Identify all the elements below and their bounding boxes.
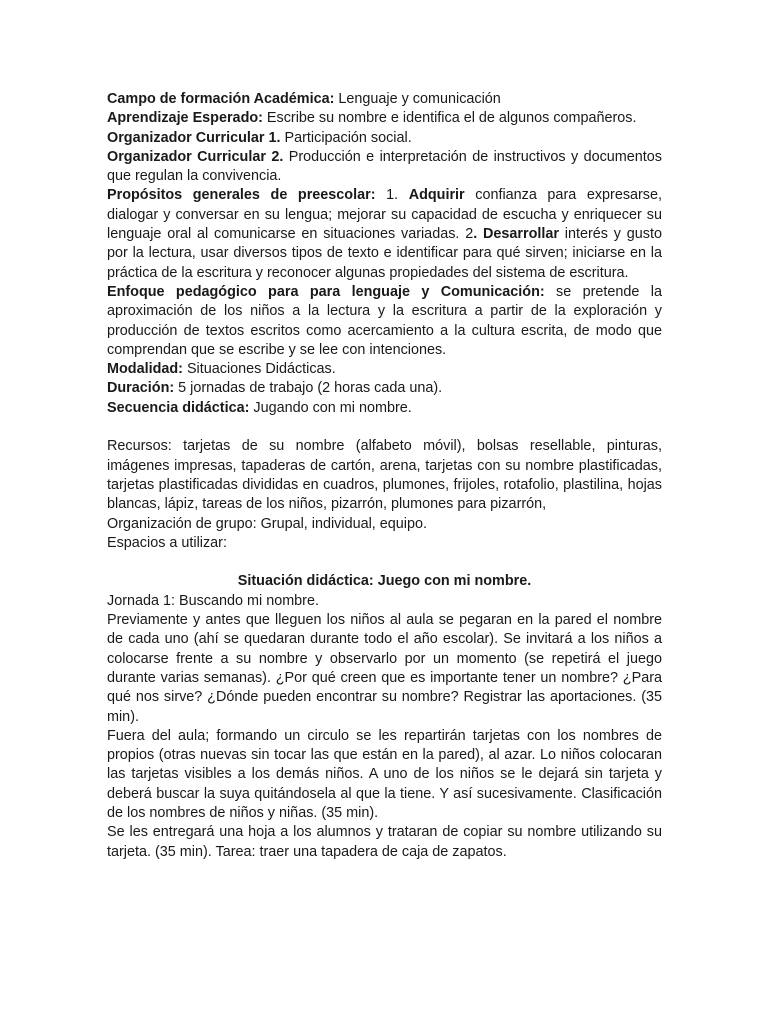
secuencia-line <box>107 399 662 418</box>
modalidad-value: Situaciones Didácticas. <box>182 361 336 378</box>
duracion-label: Duración: <box>107 380 175 397</box>
organizador-1-line <box>107 129 662 148</box>
propositos-bold-1: Adquirir <box>408 187 465 204</box>
organizador-1-value: Participación social. <box>280 129 412 146</box>
spacer <box>107 553 662 572</box>
modalidad-line <box>107 360 662 379</box>
propositos-text-2: confianza para expresarse, dialogar y conversar en su lengua; mejorar su capacidad de escucha y enriquecer su lenguaje oral al comunicarse en situaciones variadas. 2 <box>107 187 663 243</box>
spacer <box>107 418 662 437</box>
situacion-title: Situación didáctica: Juego con mi nombre. <box>237 573 532 590</box>
situacion-paragraph-1: Previamente y antes que lleguen los niños al aula se pegaran en la pared el nombre de cada uno (ahí se quedaran durante todo el año escolar). Se invitará a los niños a colocarse frente a su nombre y observarlo por un momento (se repetirá el juego durante varias semanas). ¿Por qué creen que es importante tener un nombre? ¿Para qué nos sirve? ¿Dónde pueden encontrar su nombre? Registrar las aportaciones. (35 min). <box>107 612 662 725</box>
espacios-line: Espacios a utilizar: <box>107 534 227 551</box>
aprendizaje-label: Aprendizaje Esperado: <box>107 110 263 127</box>
situacion-paragraph-2: Fuera del aula; formando un circulo se les repartirán tarjetas con los nombres de propios (otras nuevas sin tocar las que están en la pared), al azar. Lo niños colocaran las tarjetas visibles a los demás niños. A uno de los niños se le dejará sin tarjeta y deberá buscar la suya quitándosela al que la tiene. Y así sucesivamente. Clasificación de los nombres de niños y niñas. (35 min). <box>107 727 662 821</box>
campo-value: Lenguaje y comunicación <box>334 91 501 107</box>
organizador-2-value: Producción e interpretación de instructivos y documentos que regulan la convivencia. <box>107 148 662 185</box>
organizador-1-label: Organizador Curricular 1. <box>107 129 281 146</box>
organizacion-line: Organización de grupo: Grupal, individual, equipo. <box>107 515 427 532</box>
propositos-bold-2: . Desarrollar <box>473 226 559 243</box>
situacion-paragraph-3: Se les entregará una hoja a los alumnos y trataran de copiar su nombre utilizando su tarjeta. (35 min). Tarea: traer una tapadera de caja de zapatos. <box>107 824 662 860</box>
organizador-2-paragraph <box>107 148 662 187</box>
enfoque-paragraph <box>107 283 662 360</box>
modalidad-label: Modalidad: <box>107 361 183 378</box>
secuencia-label: Secuencia didáctica: <box>107 399 250 416</box>
organizador-2-label: Organizador Curricular 2. <box>107 148 284 165</box>
enfoque-label: Enfoque pedagógico para para lenguaje y Comunicación: <box>107 283 545 300</box>
aprendizaje-line <box>107 109 662 128</box>
secuencia-value: Jugando con mi nombre. <box>249 399 412 416</box>
propositos-text-1: 1. <box>375 187 409 204</box>
propositos-text-3: interés y gusto por la lectura, usar diversos tipos de texto e identificar para qué sirven; iniciarse en la práctica de la escritura y reconocer algunas propiedades del sistema de escritura. <box>107 226 662 281</box>
jornada-heading: Jornada 1: Buscando mi nombre. <box>107 592 319 609</box>
duracion-line <box>107 379 662 398</box>
propositos-label: Propósitos generales de preescolar: <box>107 187 376 204</box>
enfoque-value: se pretende la aproximación de los niños a la lectura y la escritura a partir de la exploración y producción de textos escritos como acercamiento a la cultura escrita, de modo que comprendan que se escribe y se lee con intenciones. <box>107 283 662 358</box>
duracion-value: 5 jornadas de trabajo (2 horas cada una). <box>174 380 443 397</box>
aprendizaje-value: Escribe su nombre e identifica el de algunos compañeros. <box>262 110 637 127</box>
propositos-paragraph <box>107 186 662 282</box>
campo-line <box>107 90 662 109</box>
campo-label: Campo de formación Académica: <box>107 91 335 107</box>
recursos-paragraph: Recursos: tarjetas de su nombre (alfabeto móvil), bolsas resellable, pinturas, imágenes impresas, tapaderas de cartón, arena, tarjetas con su nombre plastificadas, tarjetas plastificadas divididas en cuadros, plumones, frijoles, rotafolio, plastilina, hojas blancas, lápiz, tareas de los niños, pizarrón, plumones para pizarrón, <box>107 438 662 513</box>
